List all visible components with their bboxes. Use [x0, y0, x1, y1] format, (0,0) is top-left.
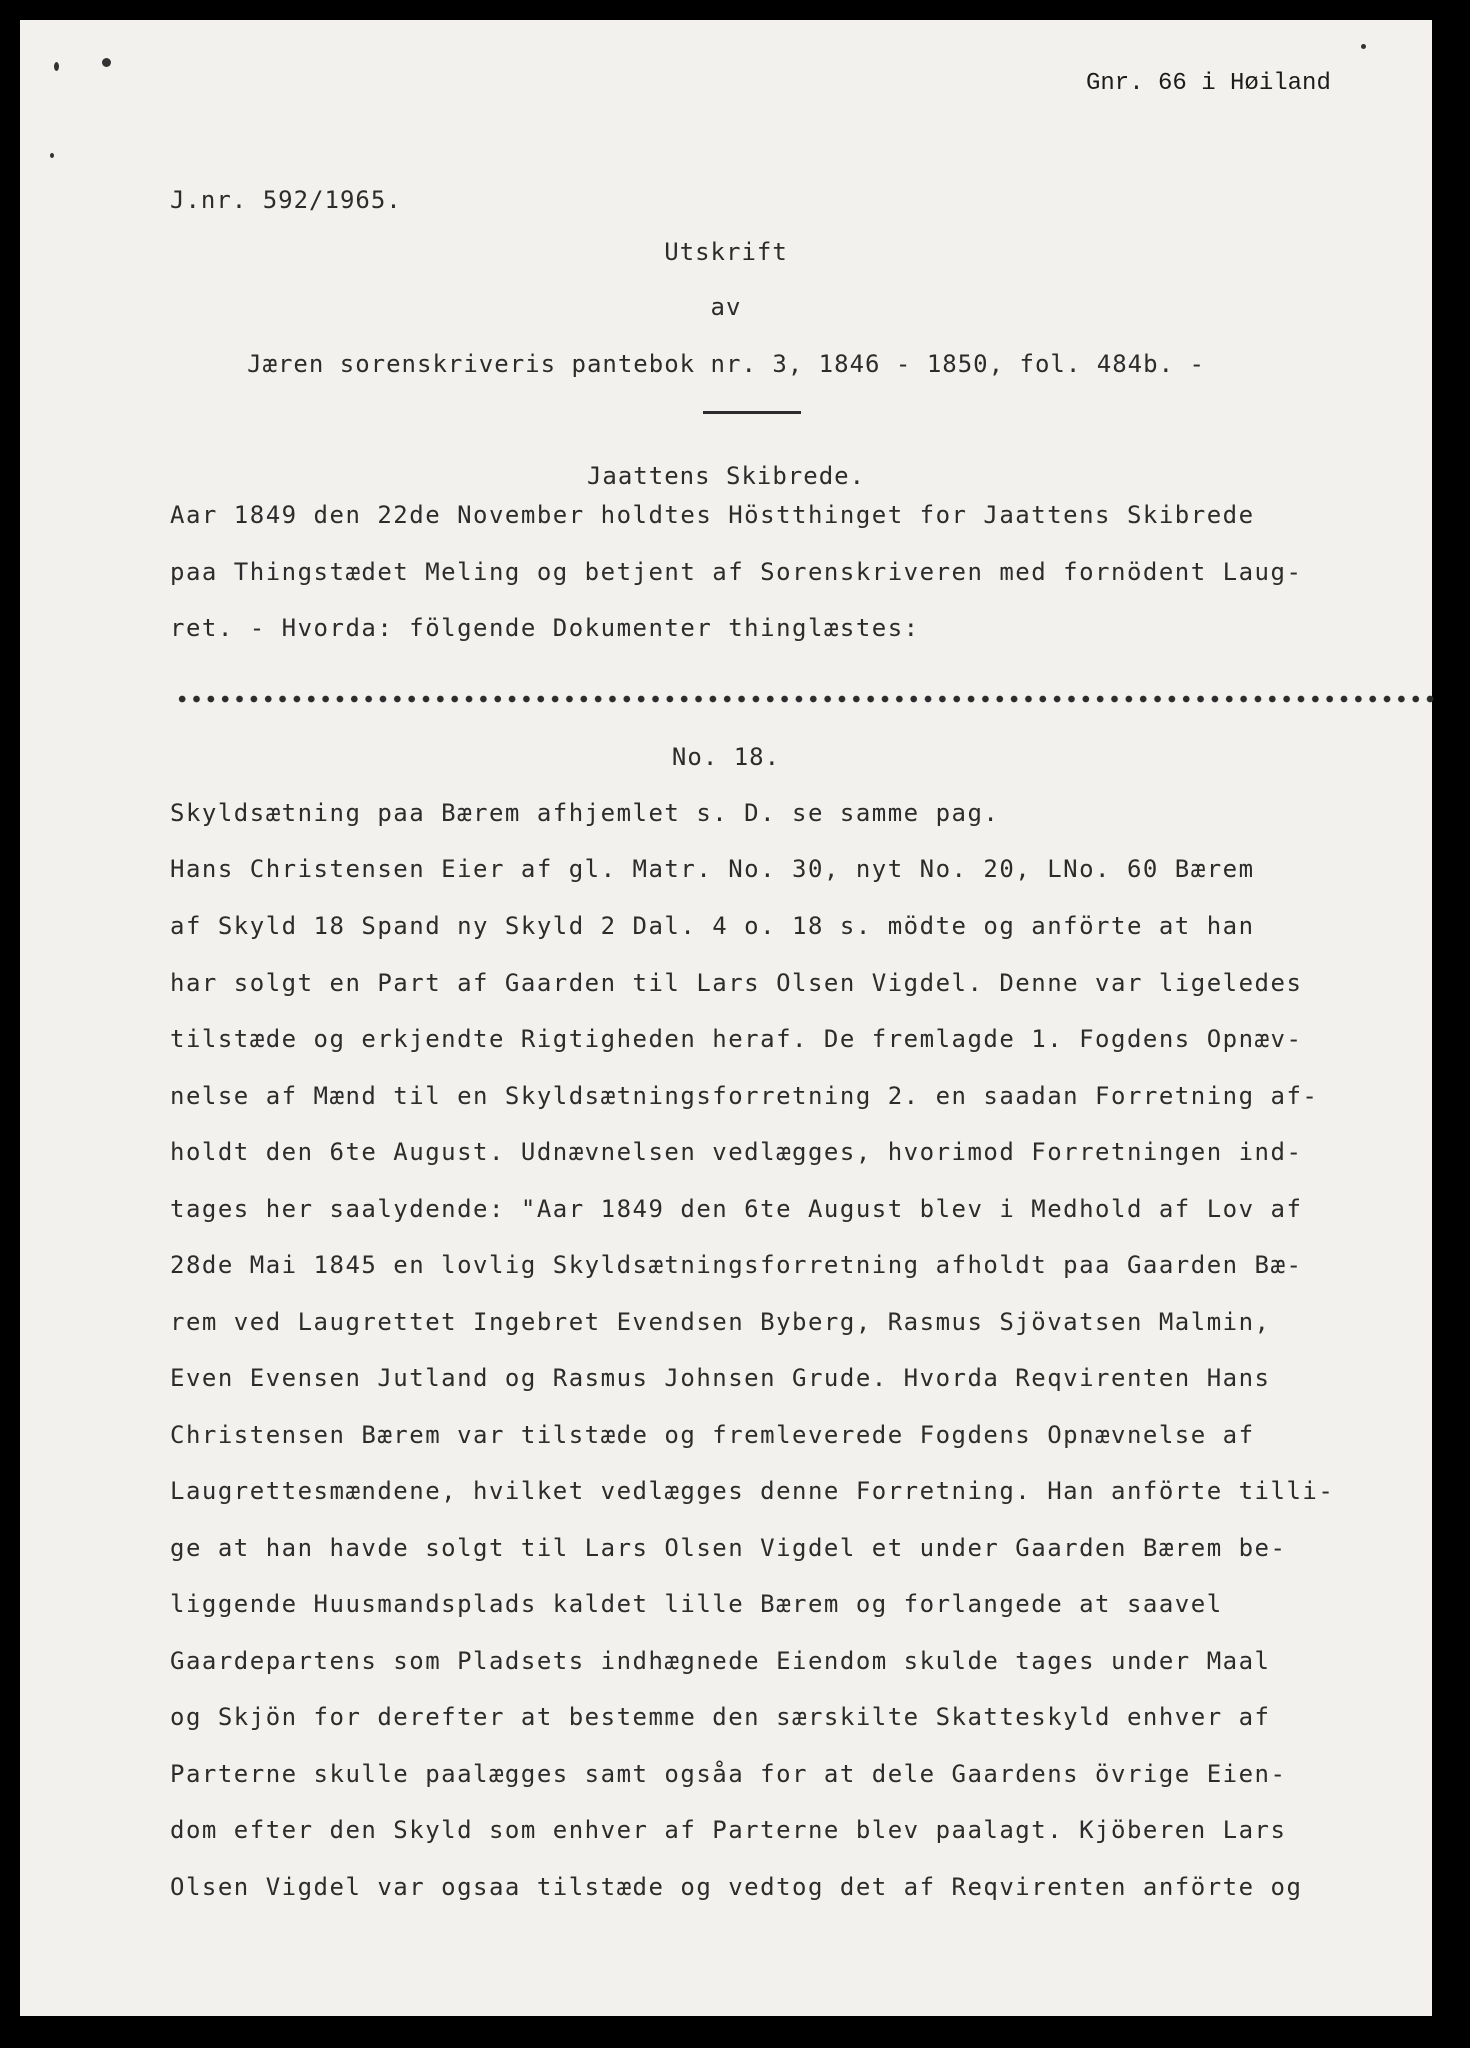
title-source: Jæren sorenskriveris pantebok nr. 3, 1846 - 1850, fol. 484b. -: [247, 350, 1205, 378]
property-reference: Gnr. 66 i Høiland: [1086, 70, 1331, 97]
district-heading: Jaattens Skibrede.: [586, 462, 866, 490]
ink-speck: [1361, 44, 1366, 49]
body-line: tages her saalydende: "Aar 1849 den 6te August blev i Medhold af Lov af: [170, 1195, 1303, 1223]
body-line: Laugrettesmændene, hvilket vedlægges denne Forretning. Han anförte tilli-: [170, 1477, 1335, 1505]
body-line: tilstæde og erkjendte Rigtigheden heraf. De fremlagde 1. Fogdens Opnæv-: [170, 1025, 1303, 1053]
ink-speck: [54, 62, 59, 71]
body-line: af Skyld 18 Spand ny Skyld 2 Dal. 4 o. 18 s. mödte og anförte at han: [170, 912, 1255, 940]
body-line: dom efter den Skyld som enhver af Parterne blev paalagt. Kjöberen Lars: [170, 1816, 1287, 1844]
entry-number: No. 18.: [671, 743, 781, 771]
dotted-separator: [175, 694, 1440, 704]
body-line: Christensen Bærem var tilstæde og fremleverede Fogdens Opnævnelse af: [170, 1421, 1255, 1449]
title-divider: [703, 411, 801, 414]
journal-number: J.nr. 592/1965.: [170, 186, 402, 214]
body-line: Skyldsætning paa Bærem afhjemlet s. D. se samme pag.: [170, 799, 1000, 827]
body-line: Even Evensen Jutland og Rasmus Johnsen Grude. Hvorda Reqvirenten Hans: [170, 1364, 1271, 1392]
intro-line: ret. - Hvorda: fölgende Dokumenter thinglæstes:: [170, 614, 920, 642]
body-line: Gaardepartens som Pladsets indhægnede Eiendom skulde tages under Maal: [170, 1647, 1271, 1675]
intro-line: Aar 1849 den 22de November holdtes Höstthinget for Jaattens Skibrede: [170, 501, 1255, 529]
title-utskrift: Utskrift: [664, 238, 788, 266]
body-line: har solgt en Part af Gaarden til Lars Olsen Vigdel. Denne var ligeledes: [170, 969, 1303, 997]
body-line: Parterne skulle paalægges samt ogsåa for at dele Gaardens övrige Eien-: [170, 1760, 1287, 1788]
body-line: ge at han havde solgt til Lars Olsen Vigdel et under Gaarden Bærem be-: [170, 1534, 1287, 1562]
ink-speck: [50, 153, 54, 158]
body-line: rem ved Laugrettet Ingebret Evendsen Byberg, Rasmus Sjövatsen Malmin,: [170, 1308, 1271, 1336]
body-line: og Skjön for derefter at bestemme den særskilte Skatteskyld enhver af: [170, 1703, 1271, 1731]
body-line: 28de Mai 1845 en lovlig Skyldsætningsforretning afholdt paa Gaarden Bæ-: [170, 1251, 1303, 1279]
body-line: liggende Huusmandsplads kaldet lille Bærem og forlangede at saavel: [170, 1590, 1223, 1618]
body-line: holdt den 6te August. Udnævnelsen vedlægges, hvorimod Forretningen ind-: [170, 1138, 1303, 1166]
intro-line: paa Thingstædet Meling og betjent af Sorenskriveren med fornödent Laug-: [170, 558, 1303, 586]
body-line: Hans Christensen Eier af gl. Matr. No. 30, nyt No. 20, LNo. 60 Bærem: [170, 855, 1255, 883]
body-line: nelse af Mænd til en Skyldsætningsforretning 2. en saadan Forretning af-: [170, 1082, 1319, 1110]
document-page: [20, 20, 1432, 2016]
body-line: Olsen Vigdel var ogsaa tilstæde og vedtog det af Reqvirenten anförte og: [170, 1873, 1303, 1901]
title-av: av: [710, 293, 742, 321]
ink-speck: [102, 58, 111, 67]
